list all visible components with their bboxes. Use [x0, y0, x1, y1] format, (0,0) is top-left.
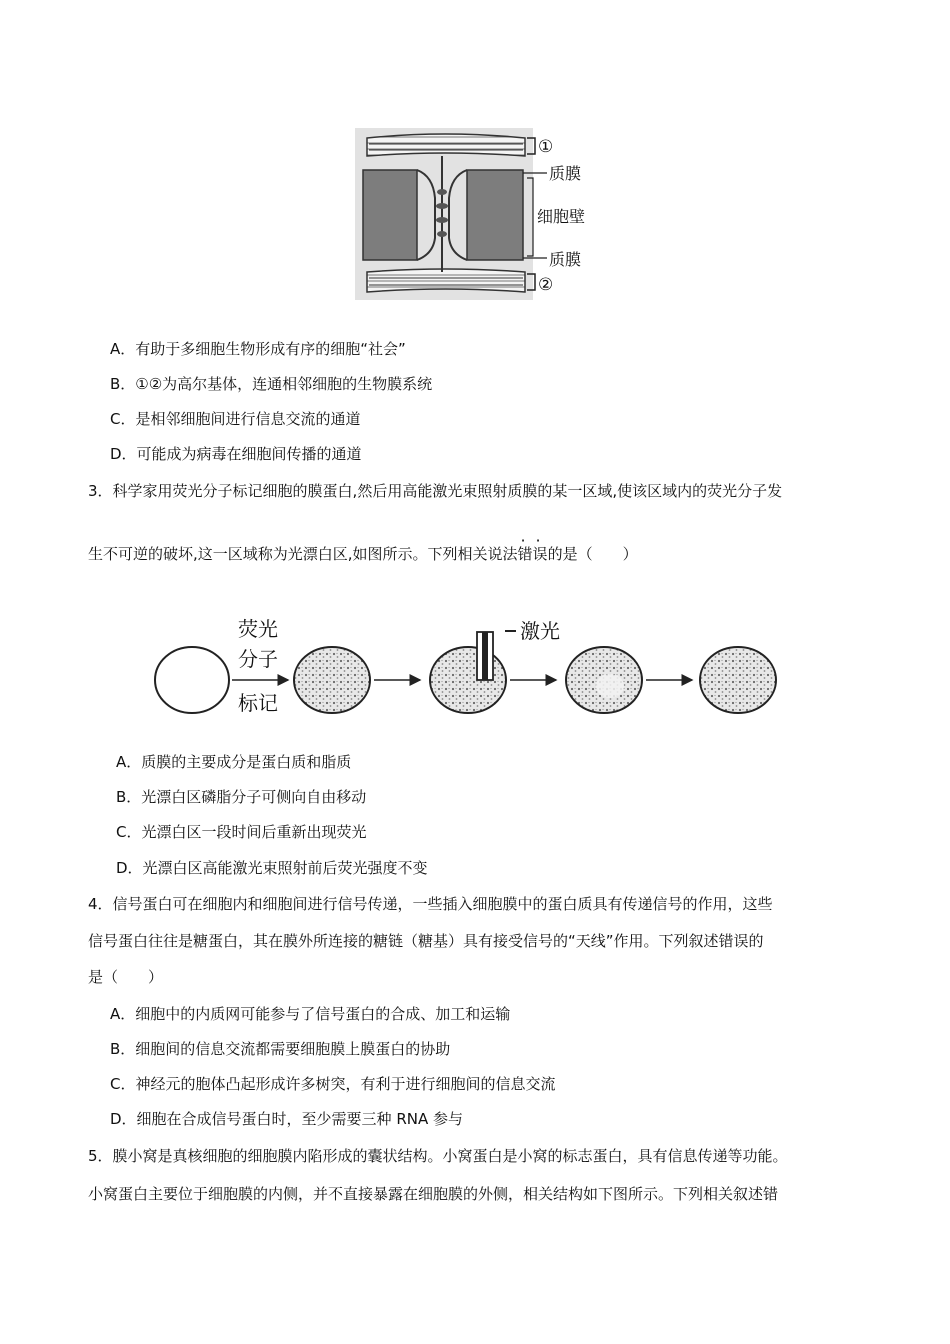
organelle-2-shape: [367, 269, 525, 292]
q3-stem-emphasis: 错误: [517, 545, 548, 563]
q5-stem-line1: 5．膜小窝是真核细胞的细胞膜内陷形成的囊状结构。小窝蛋白是小窝的标志蛋白，具有信息传递等功能。: [88, 1147, 788, 1165]
figure2-label-marker-3: 标记: [238, 691, 278, 715]
figure1-label-2: ②: [538, 275, 554, 295]
q3-stem-before: 生不可逆的破坏,这一区域称为光漂白区,如图所示。下列相关说法: [88, 545, 518, 563]
photobleaching-figure: [150, 610, 790, 720]
cell-wall-right: [467, 170, 523, 260]
q4-option-a: A．细胞中的内质网可能参与了信号蛋白的合成、加工和运输: [110, 1005, 511, 1023]
q3-option-c: C．光漂白区一段时间后重新出现荧光: [116, 823, 367, 841]
figure1-label-cell-wall: 细胞壁: [537, 207, 586, 226]
q4-option-d: D．细胞在合成信号蛋白时，至少需要三种 RNA 参与: [110, 1110, 463, 1128]
figure1-label-membrane-bottom: 质膜: [549, 250, 582, 269]
organelle-1-shape: [367, 134, 525, 156]
q4-stem-line1: 4．信号蛋白可在细胞内和细胞间进行信号传递，一些插入细胞膜中的蛋白质具有传递信号的作用，这些: [88, 895, 773, 913]
q3-stem-line2: [88, 543, 638, 564]
cell-labeled: [294, 647, 370, 713]
cell-laser-target: [430, 647, 506, 713]
q2-option-a: A．有助于多细胞生物形成有序的细胞“社会”: [110, 340, 406, 358]
q3-stem-line1: 3．科学家用荧光分子标记细胞的膜蛋白,然后用高能激光束照射质膜的某一区域,使该区域内的荧光分子发: [88, 482, 783, 500]
q4-option-c: C．神经元的胞体凸起形成许多树突，有利于进行细胞间的信息交流: [110, 1075, 556, 1093]
plasmodesma-figure: [355, 128, 605, 300]
q5-stem-line2: 小窝蛋白主要位于细胞膜的内侧，并不直接暴露在细胞膜的外侧，相关结构如下图所示。下列相关叙述错: [88, 1185, 779, 1203]
cell-wall-left: [363, 170, 417, 260]
q3-stem-after: 的是（ ）: [547, 545, 638, 563]
figure2-label-laser: 激光: [520, 619, 560, 643]
figure2-label-marker-2: 分子: [238, 647, 278, 671]
figure2-label-marker-1: 荧光: [238, 617, 278, 641]
figure1-label-membrane-top: 质膜: [549, 164, 582, 183]
figure1-label-1: ①: [538, 137, 554, 157]
q2-option-d: D．可能成为病毒在细胞间传播的通道: [110, 445, 362, 463]
q4-option-b: B．细胞间的信息交流都需要细胞膜上膜蛋白的协助: [110, 1040, 451, 1058]
q3-option-d: D．光漂白区高能激光束照射前后荧光强度不变: [116, 859, 428, 877]
q4-stem-line2: 信号蛋白往往是糖蛋白，其在膜外所连接的糖链（糖基）具有接受信号的“天线”作用。下列叙述错误的: [88, 932, 764, 950]
q4-stem-line3: 是（ ）: [88, 968, 164, 986]
q2-option-b: B．①②为高尔基体，连通相邻细胞的生物膜系统: [110, 375, 433, 393]
cell-recovered: [700, 647, 776, 713]
q3-option-a: A．质膜的主要成分是蛋白质和脂质: [116, 753, 352, 771]
q2-option-c: C．是相邻细胞间进行信息交流的通道: [110, 410, 361, 428]
q3-option-b: B．光漂白区磷脂分子可侧向自由移动: [116, 788, 367, 806]
cell-unlabeled: [155, 647, 229, 713]
